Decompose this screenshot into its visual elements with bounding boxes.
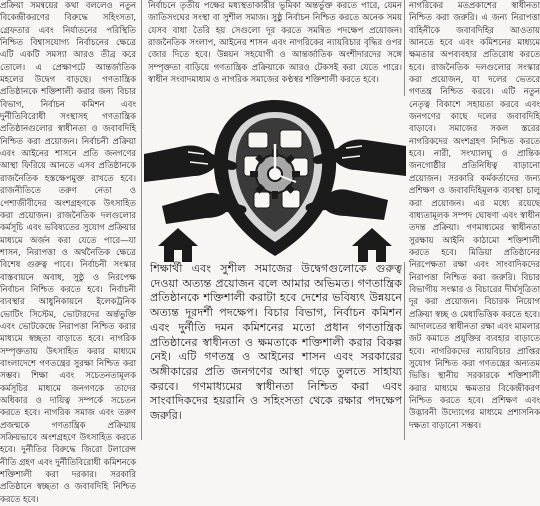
column-divider-left [141, 0, 142, 440]
article-column-middle-top [148, 0, 402, 98]
column-middle-text: নির্বাচনে তৃতীয় পক্ষের মধ্যস্থতাকারীর ভূমিকা অন্তর্ভুক্ত করতে পারে, যেমন জাতিসংঘের সংস্থা বা সুশীল সমাজ। সুষ্ঠু নির্বাচন নিশ্চিত করতে অনেক সময় যেসব বাধা তৈরি হয় সেগুলো দূর করতে সমন্বিত পদক্ষেপ প্রয়োজন। রাজনৈতিক সংলাপ, আইনের শাসন এবং নাগরিকের ন্যায়বিচার বৃদ্ধির ওপর জোর দিতে হবে। উন্নয়ন সহযোগী ও আন্তর্জাতিক অংশীদারদের সঙ্গে সম্পৃক্ততা বাড়িয়ে গণতান্ত্রিক প্রক্রিয়াকে আরও টেকসই করা যেতে পারে। স্বাধীন সংবাদমাধ্যম ও নাগরিক সমাজের কণ্ঠস্বর শক্তিশালী করতে হবে। [148, 1, 402, 86]
column-left-text: প্রক্রিয়া সমন্বয়ের কথা বললেও নতুন বিকেন্দ্রীকরণের বিরুদ্ধে সহিংসতা, গ্রেফতার এবং নির্যাতনের পরিস্থিতি নিশ্চিত বিশ্বাসযোগ্য নির্বাচনের ক্ষেত্রে এটি একটি সমস্যা আরও তীব্র করে তোলে। এ প্রেক্ষাপটে আন্তর্জাতিক মহলের উদ্বেগ বাড়ছে। গণতান্ত্রিক প্রতিষ্ঠানকে শক্তিশালী করার জন্য বিচার বিভাগ, নির্বাচন কমিশন এবং দুর্নীতিবিরোধী সংস্থাসহ গণতান্ত্রিক প্রতিষ্ঠানগুলোর স্বাধীনতা ও জবাবদিহি নিশ্চিত করা প্রয়োজন। নির্বাচনী প্রক্রিয়া এবং আইনের শাসনে প্রতি জনগণের আস্থা ফিরিয়ে আনতে এসব প্রতিষ্ঠানকে রাজনৈতিক হস্তক্ষেপমুক্ত রাখতে হবে। রাজনীতিতে তরুণ নেতা ও পেশাজীবীদের অংশগ্রহণকে উৎসাহিত করা প্রয়োজন। রাজনৈতিক দলগুলোর কর্মসূচি এবং ভবিষ্যতের সুযোগ প্রক্রিয়ার মাধ্যমে অর্জন করা যেতে পারে—যা শাসন, নিরাপত্তা ও অর্থনৈতিক ক্ষেত্রে বিশেষ গুরুত্ব পাবে। নির্বাচনী সংস্কার বাস্তবায়নে অবাধ, সুষ্ঠু ও নিরপেক্ষ নির্বাচন নিশ্চিত করতে হবে। নির্বাচনী ব্যবস্থার আধুনিকায়নে ইলেকট্রনিক ভোটিং সিস্টেম, ভোটারদের অর্ন্তভুক্তি এবং ভোটকেন্দ্রে নিরাপত্তা নিশ্চিত করার মাধ্যমে স্বচ্ছতা বাড়াতে হবে। নাগরিক সম্পৃক্ততায় উৎসাহিত করার মাধ্যমে বাংলাদেশে গণতন্ত্রের সুরক্ষা নিশ্চিত করা সম্ভব। শিক্ষা এবং সচেতনতামূলক কর্মসূচির মাধ্যমে জনগণকে তাদের অধিকার ও দায়িত্ব সম্পর্কে সচেতন করতে হবে। নাগরিক সমাজ এবং তরুণ প্রজন্মকে গণতান্ত্রিক প্রক্রিয়ায় সক্রিয়ভাবে অংশগ্রহণে উৎসাহিত করতে হবে। দুর্নীতির বিরুদ্ধে জিরো টলারেন্স নীতি গ্রহণ এবং দুর্নীতিবিরোধী কমিশনকে শক্তিশালী করা দরকার। সরকারি প্রতিষ্ঠানে স্বচ্ছতা ও জবাবদিহি নিশ্চিত করতে হবে। [0, 1, 136, 505]
pull-quote [150, 262, 402, 440]
pull-quote-text: শিক্ষার্থী এবং সুশীল সমাজের উদ্বেগগুলোকে গুরুত্ব দেওয়া অত্যন্ত প্রয়োজন বলে আমার অভিমত। গণতান্ত্রিক প্রতিষ্ঠানকে শক্তিশালী করাটা হবে দেশের ভবিষ্যৎ উন্নয়নে অত্যন্ত দূরদর্শী পদক্ষেপ। বিচার বিভাগ, নির্বাচন কমিশন এবং দুর্নীতি দমন কমিশনের মতো প্রধান গণতান্ত্রিক প্রতিষ্ঠানের স্বাধীনতা ও ক্ষমতাকে শক্তিশালী করার বিকল্প নেই। এটি গণতন্ত্র ও আইনের শাসন এবং সরকারের অঙ্গীকারের প্রতি জনগণের আস্থা গড়ে তুলতে সাহায্য করবে। গণমাধ্যমের স্বাধীনতা নিশ্চিত করা এবং সাংবাদিকদের হয়রানি ও সহিংসতা থেকে রক্ষার পদক্ষেপ জরুরি। [150, 262, 402, 423]
editorial-illustration [144, 96, 406, 262]
article-column-right [409, 0, 540, 440]
article-column-left [0, 0, 136, 505]
column-right-text: নাগরিকের মতপ্রকাশের স্বাধীনতা নিশ্চিত করা জরুরি। এ জন্য নিরাপত্তা বাহিনীকে জবাবদিহির আওতায় আনতে হবে এবং কমিশনের মাধ্যমে ক্ষমতার অপব্যবহার প্রতিরোধ করতে হবে। রাজনৈতিক দলগুলোর সংস্কার করা প্রয়োজন, যা দলের ভেতরে গণতন্ত্র নিশ্চিত করবে। এটি নতুন নেতৃত্ব বিকাশে সহায়তা করবে এবং জনগণের কাছে দলের জবাবদিহি বাড়াবে। সমাজের সকল স্তরের নাগরিকদের অংশগ্রহণ নিশ্চিত করতে হবে। নারী, সংখ্যালঘু ও প্রান্তিক জনগোষ্ঠীর প্রতিনিধিত্ব বাড়ানো প্রয়োজন। সরকারি কর্মকর্তাদের জন্য প্রশিক্ষণ ও জবাবদিহিমূলক ব্যবস্থা চালু করা প্রয়োজন। এর মধ্যে রয়েছে বাধ্যতামূলক সম্পদ ঘোষণা এবং স্বাধীন তদন্ত প্রক্রিয়া। গণমাধ্যমের স্বাধীনতা সুরক্ষায় আইনি কাঠামো শক্তিশালী করতে হবে। মিডিয়া প্রতিষ্ঠানের নিরপেক্ষতা রক্ষা এবং সাংবাদিকদের নিরাপত্তা নিশ্চিত করা জরুরি। বিচার বিভাগীয় সংস্কার ও বিচারের দীর্ঘসূত্রিতা দূর করা প্রয়োজন। বিচারক নিয়োগ প্রক্রিয়া স্বচ্ছ ও মেধাভিত্তিক করতে হবে। আদালতের স্বাধীনতা রক্ষা এবং মামলার জট কমাতে প্রযুক্তির ব্যবহার বাড়াতে হবে। নাগরিকদের ন্যায়বিচার প্রাপ্তির সুযোগ নিশ্চিত করা গণতন্ত্রের অন্যতম ভিত্তি। স্থানীয় সরকারকে শক্তিশালী করার মাধ্যমে ক্ষমতার বিকেন্দ্রীকরণ নিশ্চিত করতে হবে। প্রশিক্ষণ এবং উদ্ভাবনী উদ্যোগের মাধ্যমে প্রশাসনিক দক্ষতা বাড়ানো সম্ভব। [409, 1, 540, 431]
